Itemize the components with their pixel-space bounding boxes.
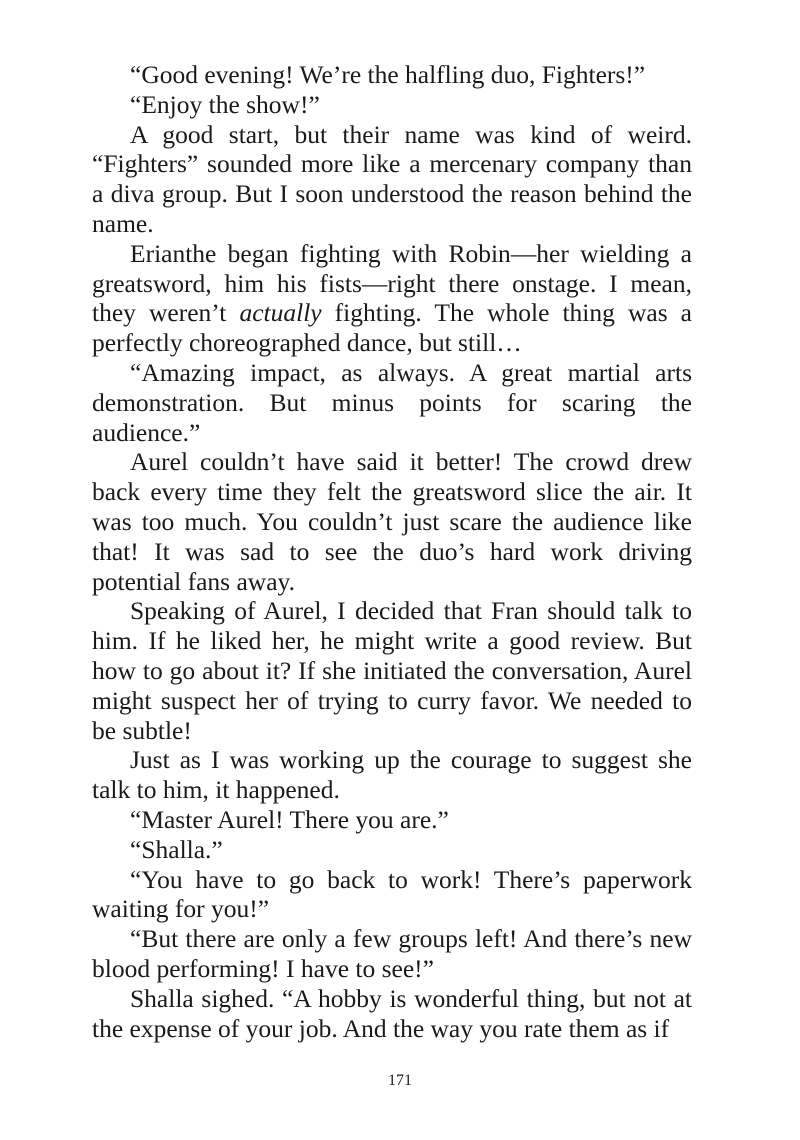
paragraph-4-before: Erianthe began fighting with Robin—her wielding a greatsword, him his fists—right there onstage. I mean, they weren’t [92, 238, 692, 328]
paragraph-12: “But there are only a few groups left! And there’s new blood performing! I have to see!” [92, 924, 692, 983]
paragraph-6: Aurel couldn’t have said it better! The crowd drew back every time they felt the greatsword slice the air. It was too much. You couldn’t just scare the audience like that! It was sad to see the duo’s hard work driving potential fans away. [92, 447, 692, 596]
paragraph-8: Just as I was working up the courage to suggest she talk to him, it happened. [92, 745, 692, 805]
paragraph-10: “Shalla.” [130, 834, 223, 864]
page-body [92, 60, 692, 1043]
paragraph-5: “Amazing impact, as always. A great martial arts demonstration. But minus points for scaring the audience.” [92, 357, 692, 447]
paragraph-13: Shalla sighed. “A hobby is wonderful thing, but not at the expense of your job. And the way you rate them as if [92, 983, 692, 1043]
paragraph-3: A good start, but their name was kind of weird. “Fighters” sounded more like a mercenary company than a diva group. But I soon understood the reason behind the name. [92, 119, 692, 238]
paragraph-7: Speaking of Aurel, I decided that Fran should talk to him. If he liked her, he might write a good review. But how to go about it? If she initiated the conversation, Aurel might suspect her of trying to curry favor. We needed to be subtle! [92, 596, 692, 745]
paragraph-4-after: fighting. The whole thing was a perfectly choreographed dance, but still… [92, 298, 692, 358]
paragraph-1: “Good evening! We’re the halfling duo, Fighters!” [130, 60, 646, 89]
page-number: 171 [388, 1072, 412, 1089]
paragraph-4 [92, 239, 692, 358]
emphasis-text: actually [239, 298, 322, 328]
paragraph-11: “You have to go back to work! There’s paperwork waiting for you!” [92, 864, 692, 924]
paragraph-9: “Master Aurel! There you are.” [130, 804, 449, 834]
paragraph-2: “Enjoy the show!” [130, 89, 320, 119]
